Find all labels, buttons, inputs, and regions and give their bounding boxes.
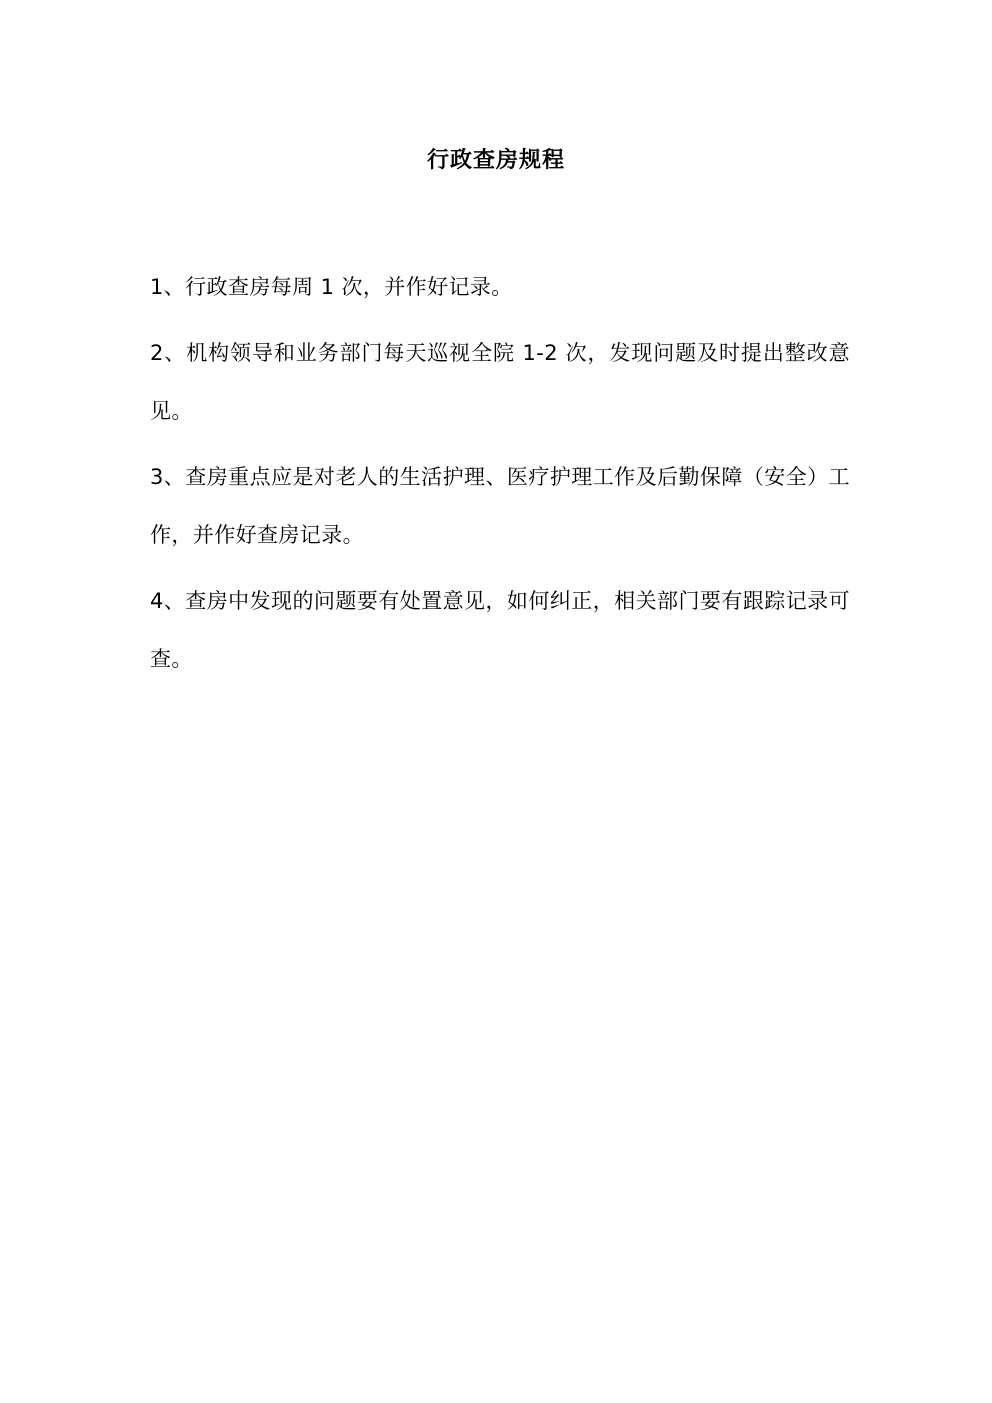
paragraph-3: 3、查房重点应是对老人的生活护理、医疗护理工作及后勤保障（安全）工作，并作好查房记录。	[150, 465, 850, 547]
paragraph-1: 1、行政查房每周 1 次，并作好记录。	[150, 275, 513, 299]
paragraph-4: 4、查房中发现的问题要有处置意见，如何纠正，相关部门要有跟踪记录可查。	[150, 589, 850, 671]
document-body	[150, 258, 850, 696]
document-title: 行政查房规程	[426, 147, 565, 173]
paragraph-2: 2、机构领导和业务部门每天巡视全院 1-2 次，发现问题及时提出整改意见。	[150, 341, 850, 423]
